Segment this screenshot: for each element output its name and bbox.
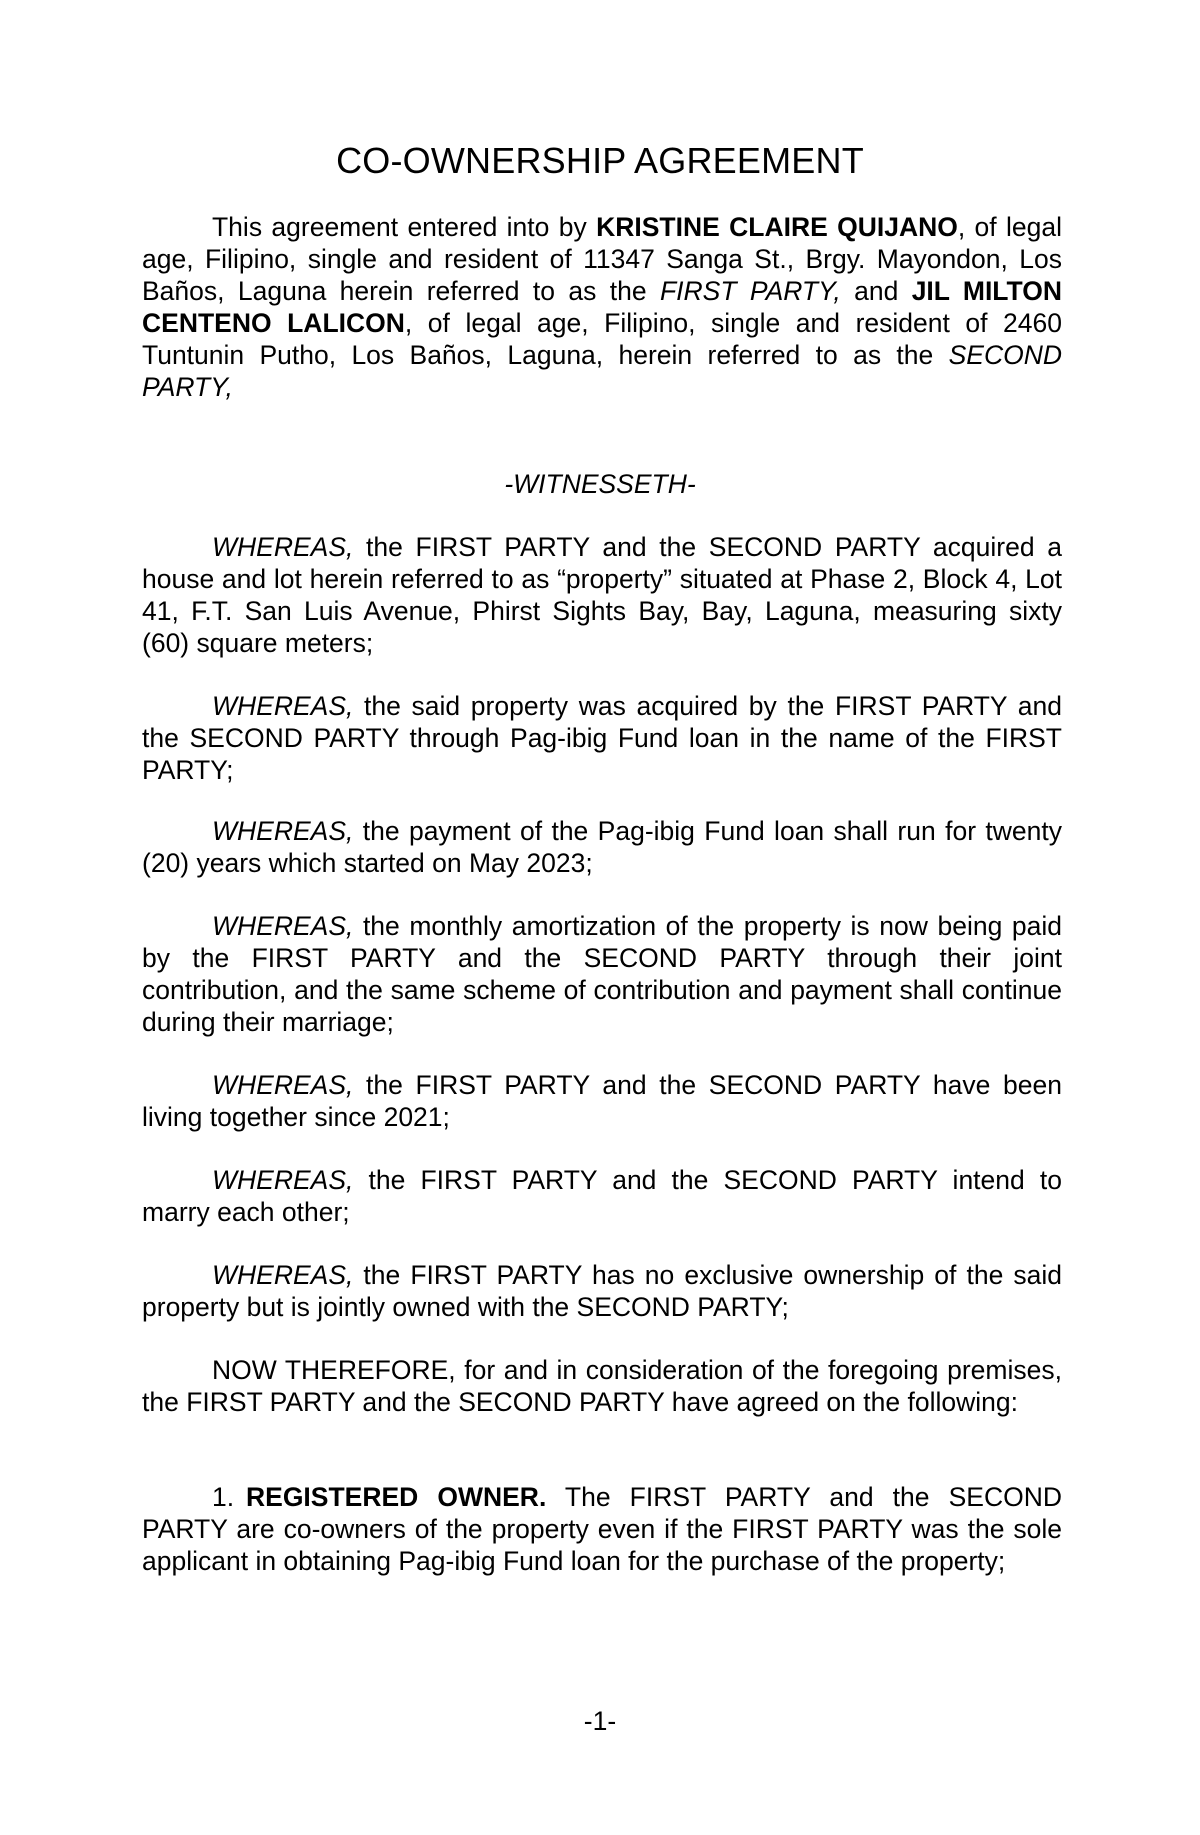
whereas-label: WHEREAS, bbox=[212, 1165, 354, 1195]
whereas-clause bbox=[142, 1259, 1062, 1323]
whereas-text: the FIRST PARTY and the SECOND PARTY have been living together since 2021; bbox=[142, 1070, 1062, 1132]
whereas-text: the said property was acquired by the FIRST PARTY and the SECOND PARTY through Pag-ibig Fund loan in the name of the FIRST PARTY; bbox=[142, 691, 1062, 785]
whereas-text: the FIRST PARTY has no exclusive ownership of the said property but is jointly owned with the SECOND PARTY; bbox=[142, 1260, 1062, 1322]
whereas-clause bbox=[142, 910, 1062, 1038]
page-number: -1- bbox=[583, 1706, 617, 1736]
intro-text-3: and bbox=[840, 276, 912, 306]
intro-paragraph bbox=[142, 211, 1062, 403]
clause-text: The FIRST PARTY and the SECOND PARTY are co-owners of the property even if the FIRST PARTY was the sole applicant in obtaining Pag-ibig Fund loan for the purchase of the property; bbox=[142, 1482, 1062, 1576]
whereas-text: the monthly amortization of the property is now being paid by the FIRST PARTY and the SECOND PARTY through their joint contribution, and the same scheme of contribution and payment shall continue during their marriage; bbox=[142, 911, 1062, 1037]
second-party-role: SECOND PARTY, bbox=[142, 340, 1062, 402]
whereas-label: WHEREAS, bbox=[212, 911, 354, 941]
second-party-name: JIL MILTON CENTENO LALICON bbox=[142, 276, 1062, 338]
clause-number: 1. bbox=[212, 1482, 235, 1512]
whereas-clause bbox=[142, 1164, 1062, 1228]
whereas-clause bbox=[142, 815, 1062, 879]
whereas-text: the FIRST PARTY and the SECOND PARTY acquired a house and lot herein referred to as “property” situated at Phase 2, Block 4, Lot 41, F.T. San Luis Avenue, Phirst Sights Bay, Bay, Laguna, measuring sixty (60) square meters; bbox=[142, 532, 1062, 658]
intro-text-4: , of legal age, Filipino, single and resident of 2460 Tuntunin Putho, Los Baños, Laguna, herein referred to as the bbox=[142, 308, 1063, 370]
intro-text-2: , of legal age, Filipino, single and resident of 11347 Sanga St., Brgy. Mayondon, Los Baños, Laguna herein referred to as the bbox=[142, 212, 1062, 306]
whereas-clause bbox=[142, 1069, 1062, 1133]
whereas-clause bbox=[142, 531, 1062, 659]
whereas-label: WHEREAS, bbox=[212, 691, 354, 721]
first-party-name: KRISTINE CLAIRE QUIJANO bbox=[596, 212, 958, 242]
whereas-label: WHEREAS, bbox=[212, 532, 354, 562]
intro-text-1: This agreement entered into by bbox=[212, 212, 597, 242]
document-title: CO-OWNERSHIP AGREEMENT bbox=[336, 140, 864, 181]
whereas-label: WHEREAS, bbox=[212, 816, 354, 846]
now-therefore-paragraph: NOW THEREFORE, for and in consideration of the foregoing premises, the FIRST PARTY and the SECOND PARTY have agreed on the following: bbox=[142, 1355, 1062, 1417]
clause-heading: REGISTERED OWNER. bbox=[246, 1482, 547, 1512]
whereas-label: WHEREAS, bbox=[212, 1070, 354, 1100]
whereas-text: the payment of the Pag-ibig Fund loan shall run for twenty (20) years which started on May 2023; bbox=[142, 816, 1062, 878]
clause-registered-owner bbox=[142, 1481, 1062, 1577]
first-party-role: FIRST PARTY, bbox=[659, 276, 841, 306]
witnesseth-heading: -WITNESSETH- bbox=[504, 469, 696, 499]
whereas-clause bbox=[142, 690, 1062, 786]
whereas-label: WHEREAS, bbox=[212, 1260, 354, 1290]
whereas-text: the FIRST PARTY and the SECOND PARTY intend to marry each other; bbox=[142, 1165, 1062, 1227]
